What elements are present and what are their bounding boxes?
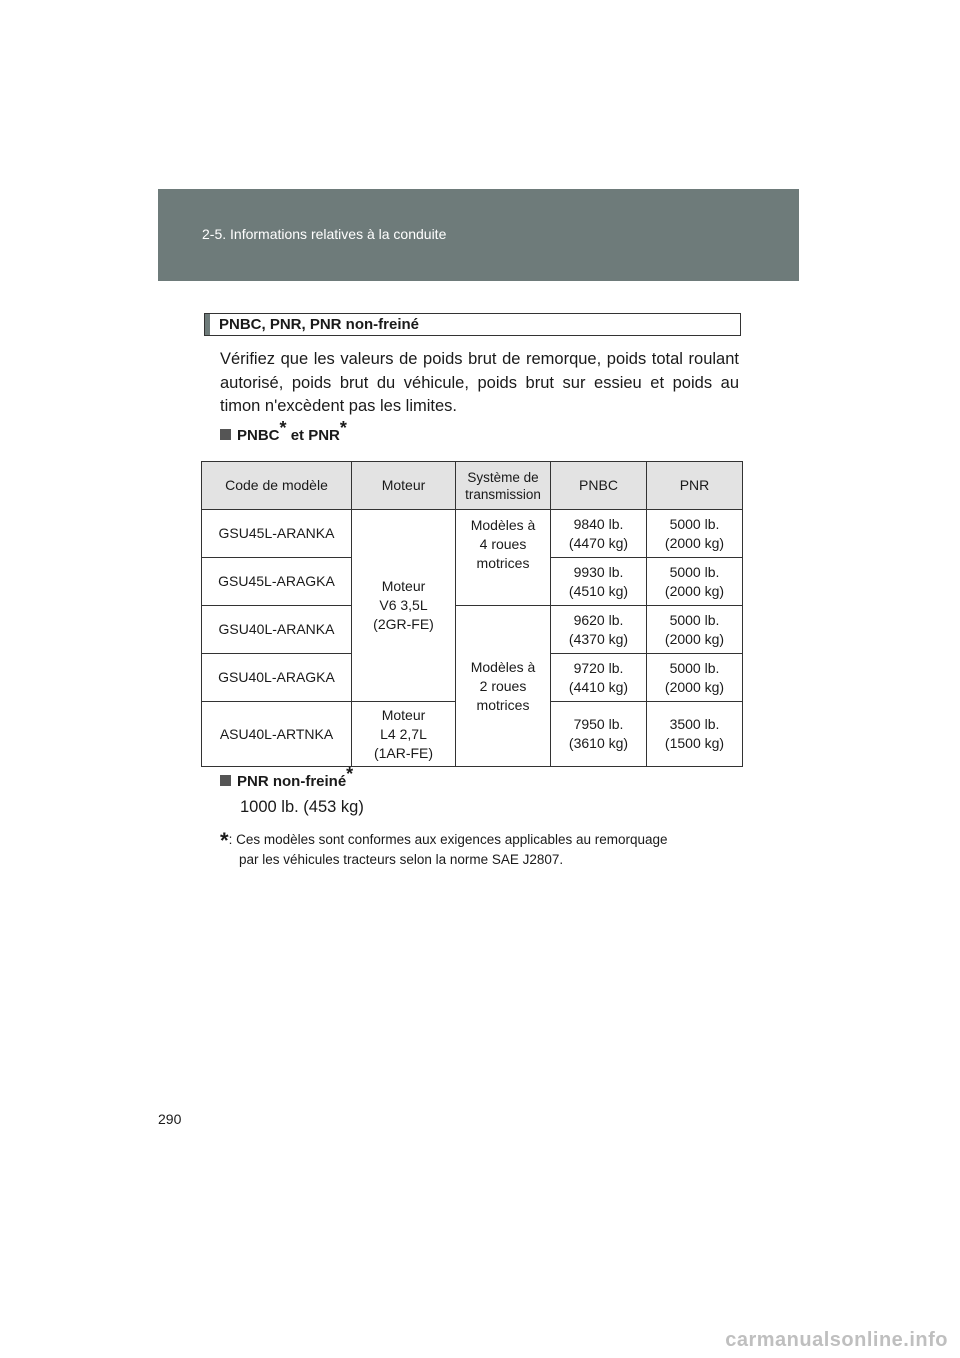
engine-cell: Moteur V6 3,5L (2GR-FE) <box>352 510 456 702</box>
model-code-cell: GSU45L-ARANKA <box>202 510 352 558</box>
footnote <box>220 830 739 869</box>
pnbc-cell: 7950 lb. (3610 kg) <box>551 702 647 767</box>
square-bullet-icon <box>220 429 231 440</box>
footnote-marker: * <box>346 764 354 784</box>
specs-table <box>201 461 743 767</box>
subheading-unbraked <box>220 764 354 790</box>
footnote-line1: : Ces modèles sont conformes aux exigences applicables au remorquage <box>228 832 668 847</box>
square-bullet-icon <box>220 775 231 786</box>
model-code-cell: GSU40L-ARANKA <box>202 606 352 654</box>
breadcrumb: 2-5. Informations relatives à la conduite <box>202 226 447 242</box>
pnbc-cell: 9840 lb. (4470 kg) <box>551 510 647 558</box>
section-title-box <box>204 313 741 336</box>
model-code-cell: GSU45L-ARAGKA <box>202 558 352 606</box>
model-code-cell: ASU40L-ARTNKA <box>202 702 352 767</box>
page-number: 290 <box>158 1111 182 1127</box>
col-header-engine: Moteur <box>352 462 456 510</box>
subheading-pnbc-pnr <box>220 418 347 444</box>
table-row <box>202 606 743 654</box>
subheading-pnr-text: et PNR <box>286 427 340 444</box>
table-header-row <box>202 462 743 510</box>
section-title: PNBC, PNR, PNR non-freiné <box>219 316 420 333</box>
pnbc-cell: 9930 lb. (4510 kg) <box>551 558 647 606</box>
col-header-pnbc: PNBC <box>551 462 647 510</box>
transmission-cell: Modèles à 2 roues motrices <box>456 606 551 767</box>
col-header-model-code: Code de modèle <box>202 462 352 510</box>
pnbc-cell: 9720 lb. (4410 kg) <box>551 654 647 702</box>
header-band <box>158 189 799 281</box>
table-row <box>202 510 743 558</box>
footnote-marker: * <box>339 418 347 438</box>
subheading-unbraked-text: PNR non-freiné <box>237 773 347 790</box>
pnr-cell: 5000 lb. (2000 kg) <box>647 510 743 558</box>
engine-cell: Moteur L4 2,7L (1AR-FE) <box>352 702 456 767</box>
footnote-line2: par les véhicules tracteurs selon la norme SAE J2807. <box>239 852 564 867</box>
watermark: carmanualsonline.info <box>725 1329 948 1351</box>
model-code-cell: GSU40L-ARAGKA <box>202 654 352 702</box>
pnr-cell: 5000 lb. (2000 kg) <box>647 606 743 654</box>
unbraked-value: 1000 lb. (453 kg) <box>240 798 364 816</box>
pnr-cell: 5000 lb. (2000 kg) <box>647 558 743 606</box>
pnr-cell: 5000 lb. (2000 kg) <box>647 654 743 702</box>
transmission-cell: Modèles à 4 roues motrices <box>456 510 551 606</box>
pnbc-cell: 9620 lb. (4370 kg) <box>551 606 647 654</box>
col-header-pnr: PNR <box>647 462 743 510</box>
footnote-star: * <box>220 828 229 853</box>
pnr-cell: 3500 lb. (1500 kg) <box>647 702 743 767</box>
intro-paragraph: Vérifiez que les valeurs de poids brut de remorque, poids total roulant autorisé, poids brut du véhicule, poids brut sur essieu et poids au timon n'excèdent pas les limites. <box>220 350 739 415</box>
col-header-transmission: Système de transmission <box>456 462 551 510</box>
subheading-pnbc-text: PNBC <box>237 427 280 444</box>
footnote-marker: * <box>279 418 287 438</box>
section-title-bar <box>205 314 210 335</box>
